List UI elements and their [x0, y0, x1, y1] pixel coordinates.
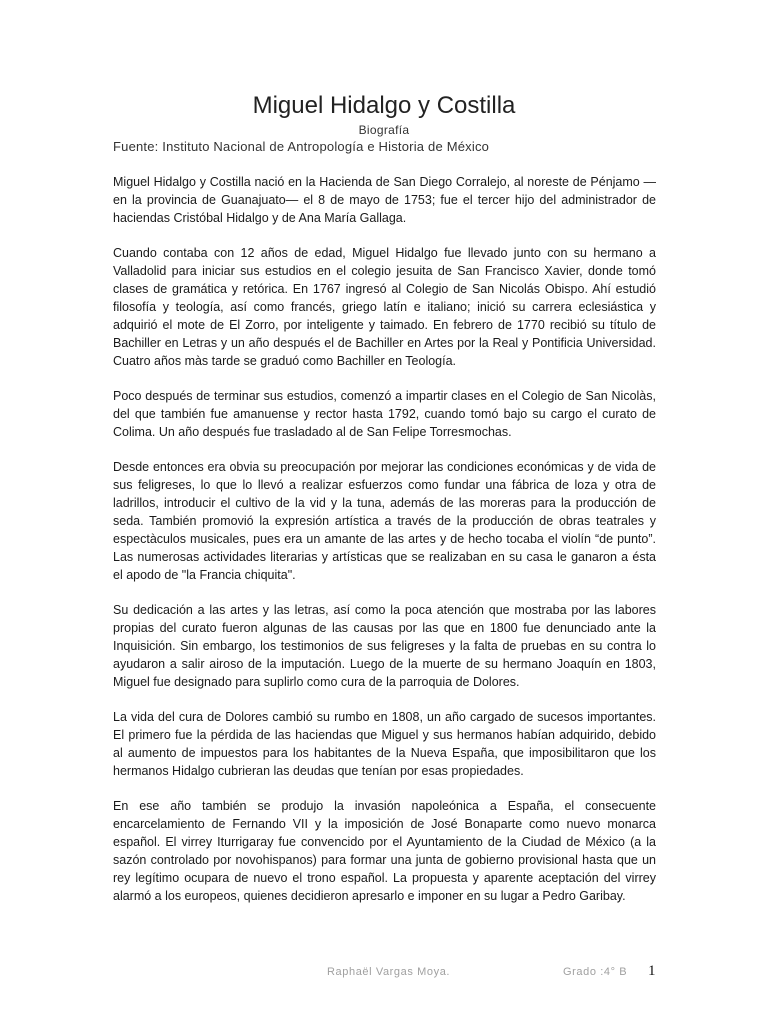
paragraph-2: Cuando contaba con 12 años de edad, Miguel Hidalgo fue llevado junto con su hermano a Valladolid para iniciar sus estudios en el colegio jesuita de San Francisco Xavier, donde tomó clases de gramática y retórica. En 1767 ingresó al Colegio de San Nicolás Obispo. Ahí estudió filosofía y teología, así como francés, griego latín e italiano; inició su carrera eclesiástica y adquirió el mote de El Zorro, por inteligente y taimado. En febrero de 1770 recibió su título de Bachiller en Letras y un año después el de Bachiller en Artes por la Real y Pontificia Universidad. Cuatro años màs tarde se graduó como Bachiller en Teología. — [113, 246, 656, 368]
paragraph-4: Desde entonces era obvia su preocupación por mejorar las condiciones económicas y de vida de sus feligreses, lo que lo llevó a realizar esfuerzos como fundar una fábrica de loza y otra de ladrillos, introducir el cultivo de la vid y la tuna, además de las moreras para la producción de seda. También promovió la expresión artística a través de la producción de obras teatrales y espectàculos musicales, pues era un amante de las artes y de hecho tocaba el violín “de punto”. Las numerosas actividades literarias y artísticas que se realizaban en su casa le ganaron a ésta el apodo de "la Francia chiquita". — [113, 460, 656, 582]
document-subtitle: Biografía — [358, 123, 410, 137]
footer-author: Raphaël Vargas Moya. — [327, 966, 451, 978]
paragraph-1: Miguel Hidalgo y Costilla nació en la Hacienda de San Diego Corralejo, al noreste de Pénjamo — en la provincia de Guanajuato— el 8 de mayo de 1753; fue el tercer hijo del administrador de haciendas Cristóbal Hidalgo y de Ana María Gallaga. — [113, 175, 656, 225]
footer-grade: Grado :4° B — [563, 966, 628, 978]
document-title: Miguel Hidalgo y Costilla — [252, 92, 516, 119]
paragraph-7: En ese año también se produjo la invasión napoleónica a España, el consecuente encarcelamiento de Fernando VII y la imposición de José Bonaparte como nuevo monarca español. El virrey Iturrigaray fue convencido por el Ayuntamiento de la Ciudad de México (a la sazón controlado por novohispanos) para formar una junta de gobierno provisional hasta que un rey legítimo ocupara de nuevo el trono español. La propuesta y aparente aceptación del virrey alarmó a los europeos, quienes decidieron apresarlo e imponer en su lugar a Pedro Garibay. — [113, 799, 656, 903]
document-source: Fuente: Instituto Nacional de Antropología e Historia de México — [113, 139, 490, 154]
paragraph-5: Su dedicación a las artes y las letras, así como la poca atención que mostraba por las labores propias del curato fueron algunas de las causas por las que en 1800 fue denunciado ante la Inquisición. Sin embargo, los testimonios de sus feligreses y la falta de pruebas en su contra lo ayudaron a salir airoso de la imputación. Luego de la muerte de su hermano Joaquín en 1803, Miguel fue designado para suplirlo como cura de la parroquia de Dolores. — [113, 603, 656, 689]
page-footer — [0, 963, 768, 983]
page-number: 1 — [648, 963, 656, 979]
paragraph-3: Poco después de terminar sus estudios, comenzó a impartir clases en el Colegio de San Nicolàs, del que también fue amanuense y rector hasta 1792, cuando tomó bajo su cargo el curato de Colima. Un año después fue trasladado al de San Felipe Torresmochas. — [113, 389, 656, 439]
document-body — [113, 173, 656, 922]
paragraph-6: La vida del cura de Dolores cambió su rumbo en 1808, un año cargado de sucesos importantes. El primero fue la pérdida de las haciendas que Miguel y sus hermanos habían adquirido, debido al aumento de impuestos para los habitantes de la Nueva España, que imposibilitaron que los hermanos Hidalgo cubrieran las deudas que tenían por esas propiedades. — [113, 710, 656, 778]
